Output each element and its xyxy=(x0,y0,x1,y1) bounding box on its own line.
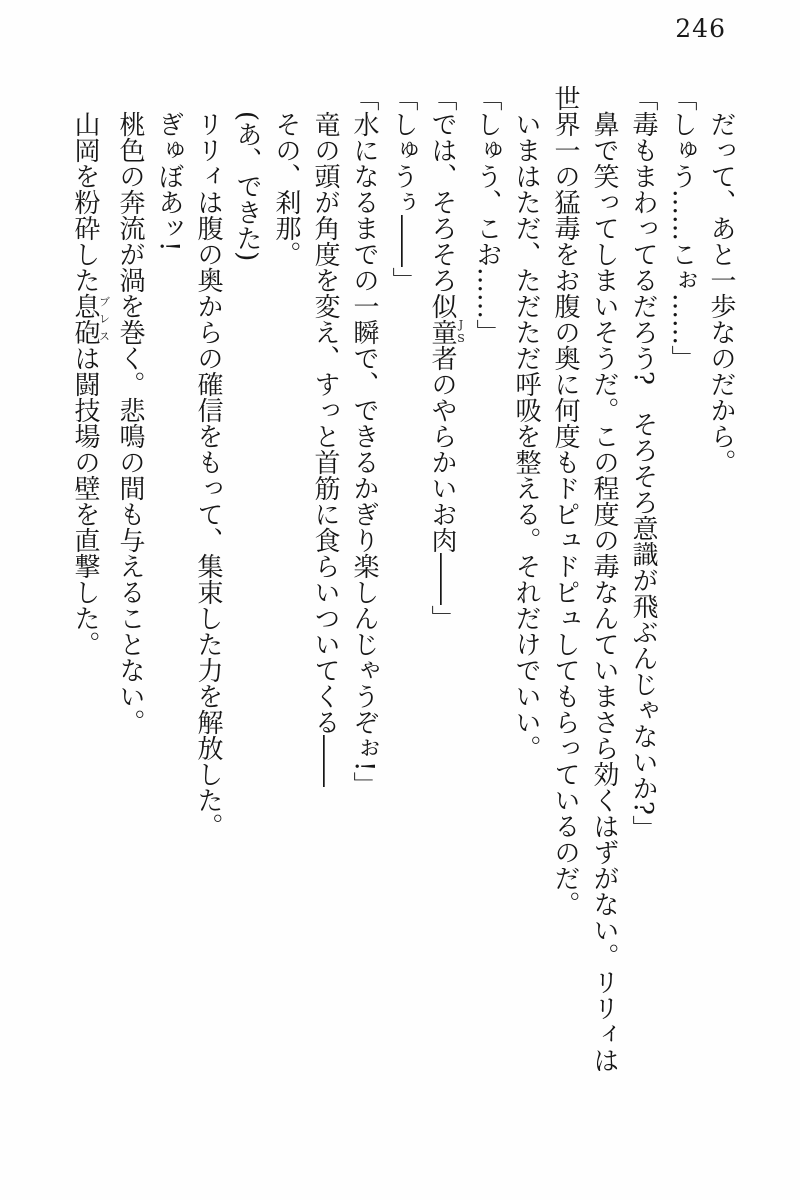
paragraph: 「しゅう、こお……」 xyxy=(472,85,502,345)
paragraph: リリィは腹の奥からの確信をもって、集束した力を解放した。 xyxy=(193,111,223,839)
ruby-annotated-word: 息砲ブレス xyxy=(70,293,111,345)
paragraph: 山岡を粉砕した息砲ブレスは闘技場の壁を直撃した。 xyxy=(70,111,111,657)
paragraph: 「では、そろそろ似童者JSのやらかいお肉――」 xyxy=(427,85,468,631)
paragraph: だって、あと一歩なのだから。 xyxy=(706,111,736,475)
paragraph: いまはただ、ただただ呼吸を整える。それだけでいい。 xyxy=(511,111,541,761)
paragraph: ぎゅぼあッ! xyxy=(154,111,184,252)
ruby-annotated-word: 似童者JS xyxy=(427,293,468,371)
paragraph: 竜の頭が角度を変え、すっと首筋に食らいついてくる―― xyxy=(310,111,340,787)
page-text xyxy=(65,85,740,1085)
paragraph: (あ、できた) xyxy=(232,111,262,262)
page-number: 246 xyxy=(675,14,726,43)
paragraph: 「水になるまでの一瞬で、できるかぎり楽しんじゃうぞぉ!」 xyxy=(349,85,379,798)
paragraph: 「しゅうぅ――」 xyxy=(388,85,418,293)
paragraph: 桃色の奔流が渦を巻く。悲鳴の間も与えることない。 xyxy=(115,111,145,735)
paragraph: 鼻で笑ってしまいそうだ。この程度の毒なんていまさら効くはずがない。リリィは世界一の猛毒をお腹の奥に何度もドピュドピュしてもらっているのだ。 xyxy=(550,85,619,1073)
paragraph: 「毒もまわってるだろう? そろそろ意識が飛ぶんじゃないか?」 xyxy=(628,85,658,841)
paragraph: 「しゅう……こぉ……」 xyxy=(667,85,697,371)
paragraph: その、刹那。 xyxy=(271,111,301,267)
